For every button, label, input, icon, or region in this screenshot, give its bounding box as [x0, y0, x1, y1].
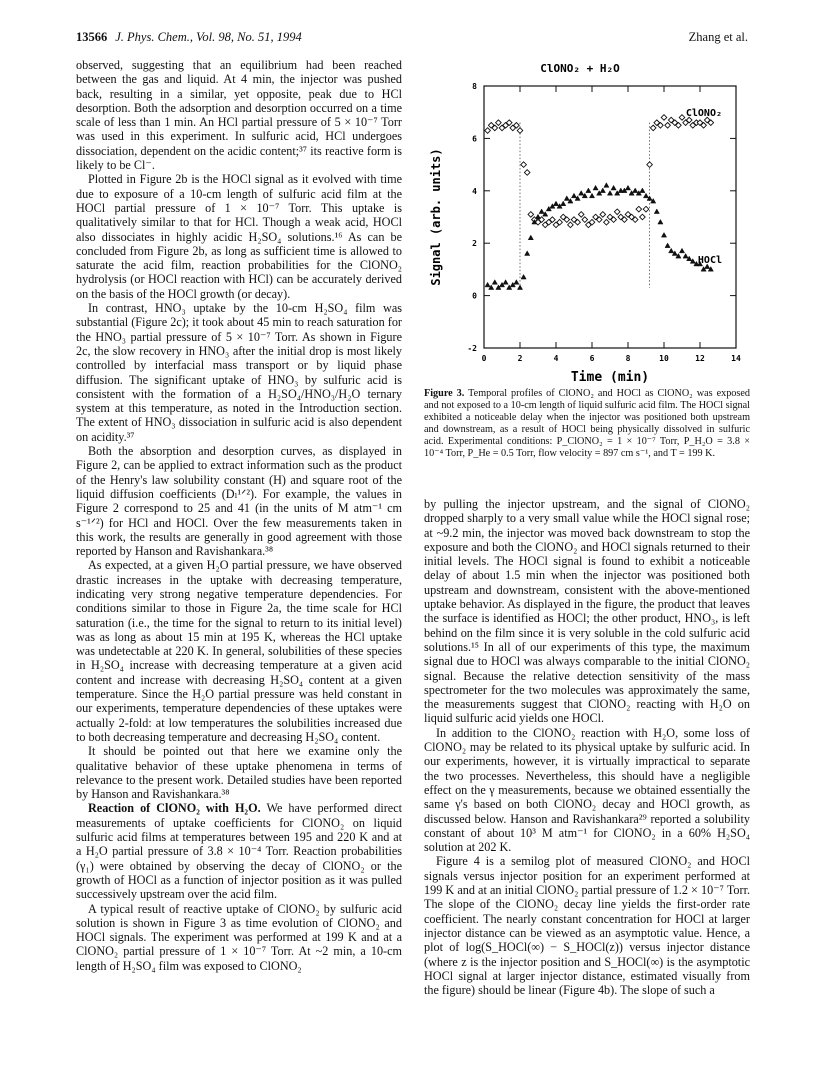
hocl-point — [625, 185, 630, 190]
paragraph-body: We have performed direct measurements of uptake coefficients for ClONO₂ on liquid sulfuric acid films at temperatures between 195 and 220 K and at a H₂O partial pressure of 3.8 × 10⁻⁴ Torr. Reaction probabilities (γ₁) were obtained by observing the decay of ClONO₂ or the growth of HOCl as a function of injector position as it was pulled successively upstream over the acid film. — [76, 801, 402, 902]
hocl-point — [589, 193, 594, 198]
y-tick-label: -2 — [467, 344, 477, 353]
hocl-point — [654, 209, 659, 214]
journal-citation — [76, 30, 302, 45]
clono2-point — [636, 206, 642, 212]
hocl-point — [593, 185, 598, 190]
running-authors: Zhang et al. — [688, 30, 748, 44]
hocl-point — [528, 235, 533, 240]
x-axis-label: Time (min) — [570, 370, 650, 385]
paragraph: by pulling the injector upstream, and the signal of ClONO₂ dropped sharply to a very small value while the HOCl signal rose; at ~9.2 min, the injector was moved back downstream to stop the exposure and both the ClONO₂ and HOCl signals returned to their initial levels. The HOCl signal is found to exhibit a noticeable delay of about 1.5 min when the injector was positioned both upstream and downstream, consistent with the above-mentioned uptake behavior. As displayed in the figure, the product that leaves the surface is identified as HOCl; the other product, HNO₃, is left behind on the film since it is very soluble in the cold sulfuric acid solutions.¹⁵ In all of our experiments of this type, the maximum signal due to HOCl was always comparable to the initial ClONO₂ signal. Because the relative detection sensitivity of the mass spectrometer for the two molecules was approximately the same, the measurements suggest that ClONO₂ reacting with H₂O on liquid sulfuric acid yields one HOCl. — [424, 497, 750, 726]
paragraph: Both the absorption and desorption curves, as displayed in Figure 2, can be applied to extract information such as the product of the Henry's law solubility constant (H) and square root of the liquid diffusion coefficients (Dₗ¹ᐟ²). For example, the values in Figure 2 correspond to 25 and 41 (in the units of M atm⁻¹ cm s⁻¹ᐟ²) for HCl and HOCl. Over the few measurements taken in this work, the results are generally in good agreement with those reported by Hanson and Ravishankara.³⁸ — [76, 444, 402, 559]
clono2-point — [650, 125, 656, 131]
clono2-series-label: ClONO₂ — [685, 108, 722, 119]
hocl-point — [611, 185, 616, 190]
hocl-point — [679, 248, 684, 253]
hocl-point — [600, 188, 605, 193]
page-number: 13566 — [76, 30, 108, 44]
y-tick-label: 6 — [472, 134, 477, 144]
x-tick-label: 10 — [659, 354, 669, 363]
clono2-point — [661, 115, 667, 121]
x-tick-label: 14 — [731, 354, 741, 363]
hocl-series-label: HOCl — [697, 255, 722, 266]
paragraph: Figure 4 is a semilog plot of measured ClONO₂ and HOCl signals versus injector position for an experiment performed at 199 K and at an initial ClONO₂ partial pressure of 1.2 × 10⁻⁷ Torr. The slope of the ClONO₂ decay line yields the first-order rate coefficient. The nearly constant concentration for HOCl at larger injector distance can be viewed as an asymptotic value. Hence, a plot of log(S_HOCl(∞) − S_HOCl(z)) versus injector distance (where z is the injector position and S_HOCl(∞) is the asymptotic HOCl signal at larger injector distance, estimated visually from the figure) should be linear (Figure 4b). The slope of such a — [424, 854, 750, 998]
hocl-point — [640, 188, 645, 193]
caption-text: Temporal profiles of ClONO₂ and HOCl as ClONO₂ was exposed and not exposed to a 10-cm length of liquid sulfuric acid film. The HOCl signal exhibited a noticeable delay when the injector was positioned both upstream and downstream, as a result of HOCl being physically dissolved in sulfuric acid. Experimental conditions: P_ClONO₂ = 1 × 10⁻⁷ Torr, P_H₂O = 3.8 × 10⁻⁴ Torr, P_He = 0.5 Torr, flow velocity = 897 cm s⁻¹, and T = 199 K. — [424, 388, 750, 459]
caption-label: Figure 3. — [424, 388, 465, 399]
clono2-point — [521, 162, 527, 168]
hocl-point — [564, 196, 569, 201]
x-tick-label: 12 — [695, 354, 705, 363]
y-tick-label: 8 — [472, 82, 477, 91]
hocl-point — [643, 193, 648, 198]
hocl-point — [485, 282, 490, 287]
clono2-point — [665, 123, 671, 129]
clono2-point — [524, 170, 530, 176]
section-heading: Reaction of ClONO₂ with H₂O. — [88, 801, 261, 816]
hocl-point — [579, 191, 584, 196]
x-tick-label: 4 — [553, 354, 559, 363]
clono2-point — [647, 162, 653, 168]
hocl-point — [607, 191, 612, 196]
paragraph: As expected, at a given H₂O partial pressure, we have observed drastic increases in the uptake with decreasing temperature, indicating very strong negative temperature dependencies. For conditions similar to those in Figure 2a, the time scale for HCl saturation (i.e., the time for the signal to return to its initial level) was as long as about 15 min at 195 K, whereas the HCl uptake was undetectable at 220 K. In general, solubilities of these species in H₂SO₄ increase with decreasing temperature at a given acid content and increase with decreasing H₂SO₄ content at a given temperature. Since the H₂O partial pressure was held constant in our experiments, temperature dependencies of these uptakes were actually 2-fold: at low temperatures the solubilities increased due to both decreasing temperature and decreasing H₂SO₄ content. — [76, 558, 402, 744]
paragraph: observed, suggesting that an equilibrium had been reached between the gas and liquid. At 4 min, the injector was pushed back, resulting in a similar, yet opposite, peak due to HCl desorption. Both the adsorption and desorption occurred on a time scale of less than 1 min. An HCl partial pressure of 5 × 10⁻⁷ Torr was used in this experiment. In sulfuric acid, HCl undergoes dissociation, dependent on the acidic content;³⁷ its reactive form is likely to be Cl⁻. — [76, 58, 402, 173]
clono2-point — [568, 222, 574, 228]
clono2-point — [496, 120, 502, 126]
clono2-point — [485, 128, 491, 134]
figure-3-chart — [424, 26, 750, 386]
clono2-point — [582, 217, 588, 223]
clono2-point — [614, 209, 620, 215]
y-tick-label: 4 — [472, 186, 477, 196]
hocl-point — [521, 274, 526, 279]
hocl-point — [633, 188, 638, 193]
data-marks — [485, 115, 714, 290]
chart-title: ClONO₂ + H₂O — [540, 62, 620, 75]
left-column — [76, 58, 402, 973]
clono2-point — [640, 214, 646, 220]
hocl-point — [553, 201, 558, 206]
paragraph: In contrast, HNO₃ uptake by the 10-cm H₂SO₄ film was substantial (Figure 2c); it took about 45 min to reach saturation for the HNO₃ partial pressure of 5 × 10⁻⁷ Torr. As shown in Figure 2c, the slow recovery in HNO₃ after the initial drop is most likely controlled by interfacial mass transport or by liquid phase diffusion. The significant uptake of HNO₃ by sulfuric acid is consistent with the formation of a H₂SO₄/HNO₃/H₂O ternary system at this temperature, as noted in the Introduction section. The extent of HNO₃ dissociation in sulfuric acid is also dependent on acidity.³⁷ — [76, 301, 402, 444]
hocl-point — [503, 280, 508, 285]
hocl-point — [661, 233, 666, 238]
y-tick-label: 2 — [472, 239, 477, 249]
paragraph: A typical result of reactive uptake of ClONO₂ by sulfuric acid solution is shown in Figure 3 as time evolution of ClONO₂ and HOCl signals. The experiment was performed at 199 K and at a ClONO₂ partial pressure of 1 × 10⁻⁷ Torr. At ~2 min, a 10-cm length of H₂SO₄ film was exposed to ClONO₂ — [76, 901, 402, 973]
hocl-point — [669, 248, 674, 253]
hocl-point — [658, 219, 663, 224]
clono2-point — [517, 128, 523, 134]
y-axis-label: Signal (arb. units) — [429, 148, 443, 286]
x-tick-label: 8 — [625, 354, 631, 363]
x-tick-label: 2 — [517, 354, 523, 363]
paragraph: Plotted in Figure 2b is the HOCl signal as it evolved with time due to exposure of a 10-cm length of sulfuric acid film at the HOCl partial pressure of 1 × 10⁻⁷ Torr. This uptake is qualitatively similar to that for HCl. Though a weak acid, HOCl also dissociates in highly acidic H₂SO₄ solutions.¹⁶ As can be concluded from Figure 2b, as long as sufficient time is allowed to saturate the acid film, reaction probabilities for the ClONO₂ hydrolysis (or HOCl reaction with HCl) can be accurately derived on the basis of the HOCl growth (or decay). — [76, 172, 402, 301]
hocl-point — [535, 214, 540, 219]
paragraph-with-heading — [76, 801, 402, 901]
x-tick-label: 0 — [481, 354, 487, 363]
paragraph: In addition to the ClONO₂ reaction with H₂O, some loss of ClONO₂ may be related to its physical uptake by sulfuric acid. In our experiments, however, it is virtually impractical to separate the two processes. Nevertheless, this should have a negligible effect on the γ measurements, because we obtained essentially the same γ's based on both ClONO₂ decay and HOCl growth, as discussed below. Hanson and Ravishankara²⁹ reported a solubility constant of about 10³ M atm⁻¹ for ClONO₂ in a 60% H₂SO₄ solution at 202 K. — [424, 725, 750, 855]
right-column — [424, 497, 750, 1052]
clono2-point — [600, 212, 606, 218]
clono2-point — [643, 206, 649, 212]
clono2-point — [679, 115, 685, 121]
hocl-point — [514, 280, 519, 285]
hocl-point — [525, 251, 530, 256]
y-tick-label: 0 — [472, 291, 477, 301]
hocl-point — [539, 209, 544, 214]
journal-name: J. Phys. Chem., Vol. 98, No. 51, 1994 — [115, 30, 302, 44]
hocl-point — [561, 201, 566, 206]
clono2-point — [528, 212, 534, 218]
hocl-point — [517, 285, 522, 290]
paragraph: It should be pointed out that here we examine only the qualitative behavior of these uptake phenomena in terms of relevance to the present work. Detailed studies have been reported by Hanson and Ravishankara.³⁸ — [76, 744, 402, 802]
clono2-point — [578, 212, 584, 218]
figure-caption — [424, 388, 750, 460]
hocl-point — [571, 193, 576, 198]
hocl-point — [665, 243, 670, 248]
hocl-point — [492, 280, 497, 285]
hocl-point — [586, 188, 591, 193]
x-tick-label: 6 — [589, 354, 595, 363]
hocl-point — [604, 183, 609, 188]
hocl-point — [683, 254, 688, 259]
clono2-point — [604, 219, 610, 225]
